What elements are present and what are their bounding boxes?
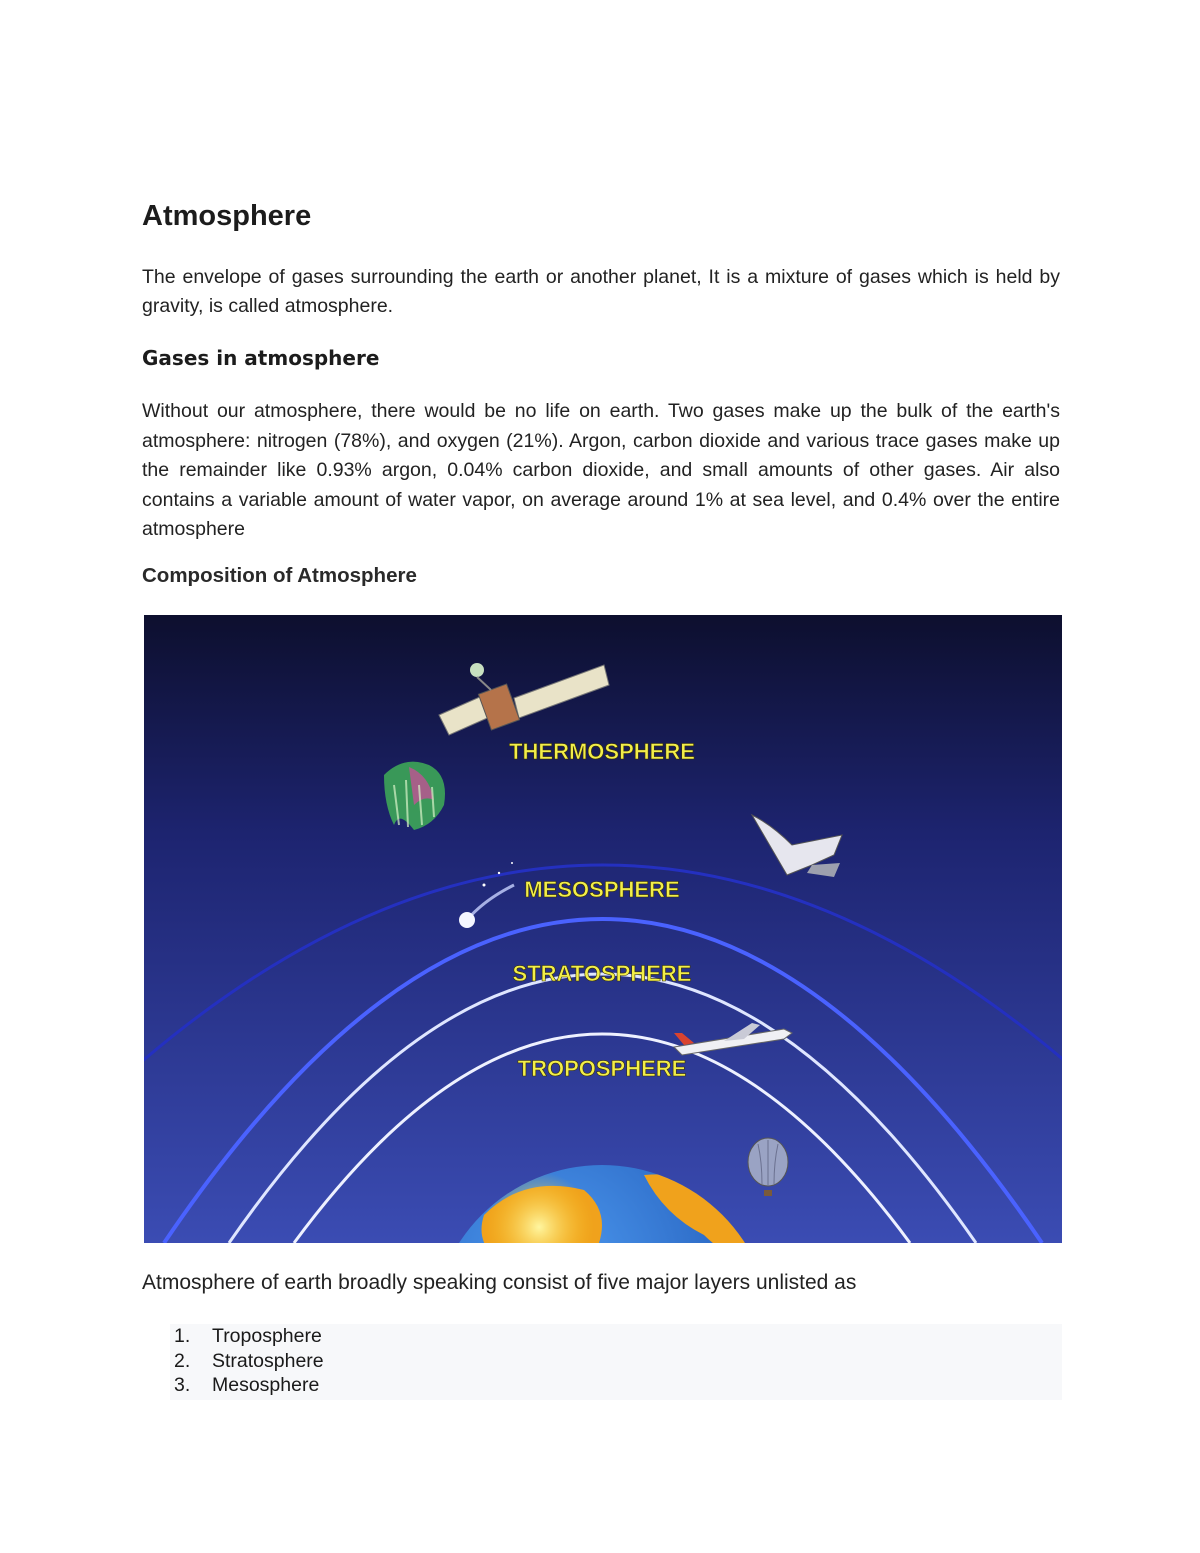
intro-paragraph: The envelope of gases surrounding the earth or another planet, It is a mixture of gases which is held by gravity, is called atmosphere.	[142, 266, 1060, 317]
mesosphere-label: MESOSPHERE	[524, 877, 680, 902]
list-item-number: 2.	[174, 1349, 191, 1372]
composition-heading: Composition of Atmosphere	[142, 564, 417, 587]
page-title: Atmosphere	[142, 200, 312, 232]
list-item	[170, 1373, 1062, 1398]
layers-intro-paragraph: Atmosphere of earth broadly speaking consist of five major layers unlisted as	[142, 1271, 857, 1294]
gases-heading: Gases in atmosphere	[142, 346, 380, 370]
list-item	[170, 1324, 1062, 1349]
thermosphere-label: THERMOSPHERE	[509, 739, 695, 764]
atmosphere-layers-figure	[144, 615, 1062, 1243]
list-item-number: 1.	[174, 1325, 191, 1347]
sky-background	[144, 615, 1062, 1243]
stratosphere-label: STRATOSPHERE	[512, 961, 692, 986]
layers-list	[170, 1324, 1062, 1400]
list-item-text: Troposphere	[212, 1325, 322, 1347]
list-item-number: 3.	[174, 1374, 191, 1396]
troposphere-label: TROPOSPHERE	[517, 1056, 687, 1081]
gases-paragraph: Without our atmosphere, there would be no life on earth. Two gases make up the bulk of the earth's atmosphere: nitrogen (78%), and oxygen (21%). Argon, carbon dioxide and various trace gases make up the remainder like 0.93% argon, 0.04% carbon dioxide, and small amounts of other gases. Air also contains a variable amount of water vapor, on average around 1% at sea level, and 0.4% over the entire atmosphere	[142, 400, 1060, 540]
list-item	[170, 1349, 1062, 1374]
list-item-text: Mesosphere	[212, 1374, 320, 1396]
atmosphere-illustration	[144, 615, 1062, 1243]
list-item-text: Stratosphere	[212, 1349, 324, 1372]
